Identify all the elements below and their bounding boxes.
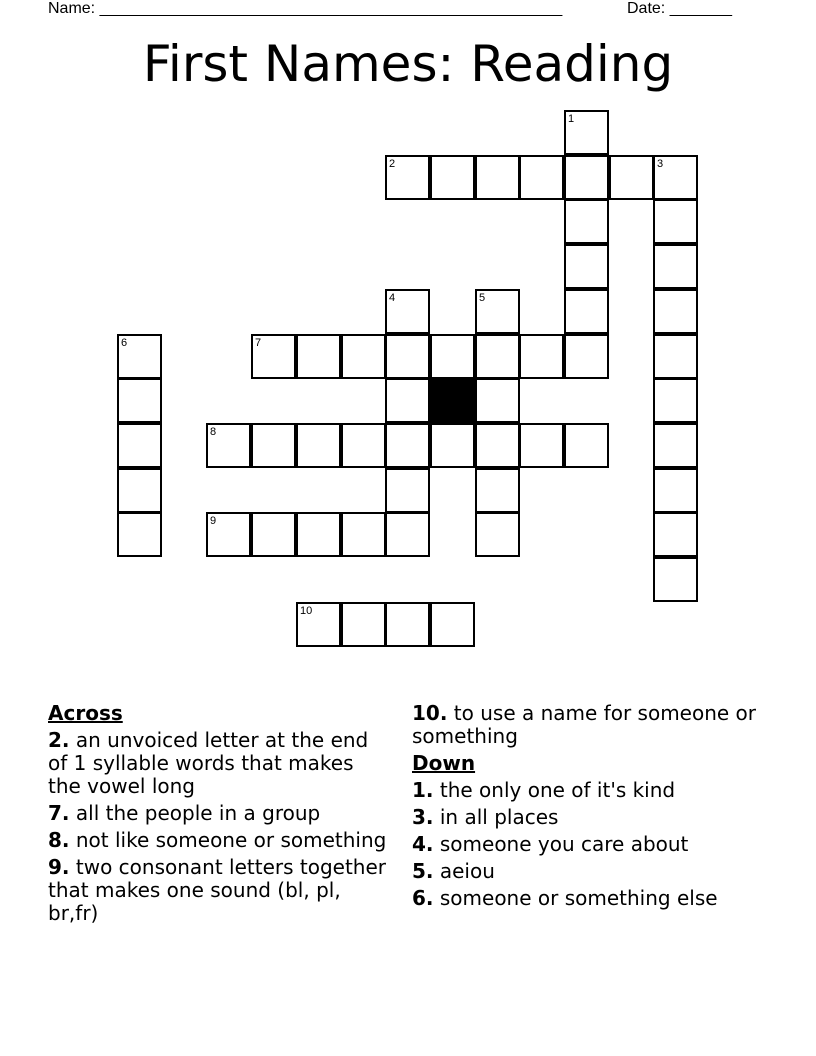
clue-number: 8 (210, 426, 217, 438)
grid-cell[interactable] (519, 334, 564, 379)
grid-cell[interactable] (430, 155, 475, 200)
grid-cell[interactable] (341, 423, 386, 468)
clue-number: 2 (389, 158, 396, 170)
clue-number: 7 (255, 337, 262, 349)
grid-cell[interactable] (296, 602, 341, 647)
grid-cell[interactable] (385, 602, 430, 647)
grid-cell[interactable] (296, 423, 341, 468)
across-clues (48, 702, 388, 929)
grid-cell[interactable] (653, 289, 698, 334)
grid-cell[interactable] (296, 334, 341, 379)
clue-number: 3 (657, 158, 664, 170)
grid-cell[interactable] (385, 334, 430, 379)
grid-cell[interactable] (341, 512, 386, 557)
grid-cell[interactable] (117, 468, 162, 513)
date-line[interactable]: Date: _______ (627, 0, 732, 17)
grid-cell[interactable] (385, 468, 430, 513)
grid-cell[interactable] (609, 155, 654, 200)
grid-cell[interactable] (519, 155, 564, 200)
grid-cell[interactable] (475, 155, 520, 200)
grid-cell[interactable] (519, 423, 564, 468)
clue-across-2: 2. an unvoiced letter at the end of 1 syllable words that makes the vowel long (48, 728, 369, 798)
grid-cell[interactable] (251, 423, 296, 468)
grid-cell[interactable] (117, 423, 162, 468)
grid-cell[interactable] (475, 334, 520, 379)
grid-cell[interactable] (653, 378, 698, 423)
grid-cell[interactable] (653, 155, 698, 200)
grid-cell[interactable] (564, 155, 609, 200)
grid-cell[interactable] (564, 423, 609, 468)
clue-across-8: 8. not like someone or something (48, 828, 387, 852)
clue-down-5: 5. aeiou (412, 859, 495, 883)
clue-down-3: 3. in all places (412, 805, 559, 829)
grid-cell[interactable] (385, 378, 430, 423)
grid-cell[interactable] (475, 423, 520, 468)
grid-cell[interactable] (653, 468, 698, 513)
clue-down-4: 4. someone you care about (412, 832, 689, 856)
grid-cell[interactable] (251, 334, 296, 379)
grid-cell[interactable] (430, 423, 475, 468)
grid-cell[interactable] (206, 512, 251, 557)
grid-cell[interactable] (653, 557, 698, 602)
grid-cell[interactable] (117, 334, 162, 379)
grid-cell[interactable] (564, 199, 609, 244)
grid-cell[interactable] (475, 512, 520, 557)
grid-cell[interactable] (251, 512, 296, 557)
clue-number: 10 (300, 605, 313, 617)
grid-cell[interactable] (653, 334, 698, 379)
grid-cell[interactable] (385, 155, 430, 200)
grid-cell[interactable] (430, 334, 475, 379)
grid-block (430, 378, 475, 423)
clue-across-10: 10. to use a name for someone or something (412, 701, 757, 748)
grid-cell[interactable] (385, 289, 430, 334)
clue-across-9: 9. two consonant letters together that makes one sound (bl, pl, br,fr) (48, 855, 387, 925)
across-heading: Across (48, 701, 123, 725)
down-clues (412, 702, 772, 914)
clue-number: 6 (121, 337, 128, 349)
grid-cell[interactable] (564, 334, 609, 379)
clue-number: 1 (568, 113, 575, 125)
grid-cell[interactable] (341, 602, 386, 647)
clue-down-6: 6. someone or something else (412, 886, 718, 910)
grid-cell[interactable] (430, 602, 475, 647)
grid-cell[interactable] (475, 468, 520, 513)
grid-cell[interactable] (385, 512, 430, 557)
grid-cell[interactable] (475, 378, 520, 423)
name-line[interactable]: Name: ____________________________________________________ (48, 0, 563, 17)
grid-cell[interactable] (653, 199, 698, 244)
grid-cell[interactable] (206, 423, 251, 468)
clue-down-1: 1. the only one of it's kind (412, 778, 676, 802)
clue-number: 9 (210, 515, 217, 527)
page-title: First Names: Reading (142, 35, 674, 93)
grid-cell[interactable] (475, 289, 520, 334)
grid-cell[interactable] (564, 244, 609, 289)
clue-number: 4 (389, 292, 396, 304)
grid-cell[interactable] (653, 512, 698, 557)
grid-cell[interactable] (564, 289, 609, 334)
grid-cell[interactable] (653, 423, 698, 468)
grid-cell[interactable] (564, 110, 609, 155)
clue-across-7: 7. all the people in a group (48, 801, 321, 825)
grid-cell[interactable] (385, 423, 430, 468)
grid-cell[interactable] (653, 244, 698, 289)
grid-cell[interactable] (296, 512, 341, 557)
down-heading: Down (412, 751, 476, 775)
grid-cell[interactable] (341, 334, 386, 379)
grid-cell[interactable] (117, 378, 162, 423)
clue-number: 5 (479, 292, 486, 304)
grid-cell[interactable] (117, 512, 162, 557)
